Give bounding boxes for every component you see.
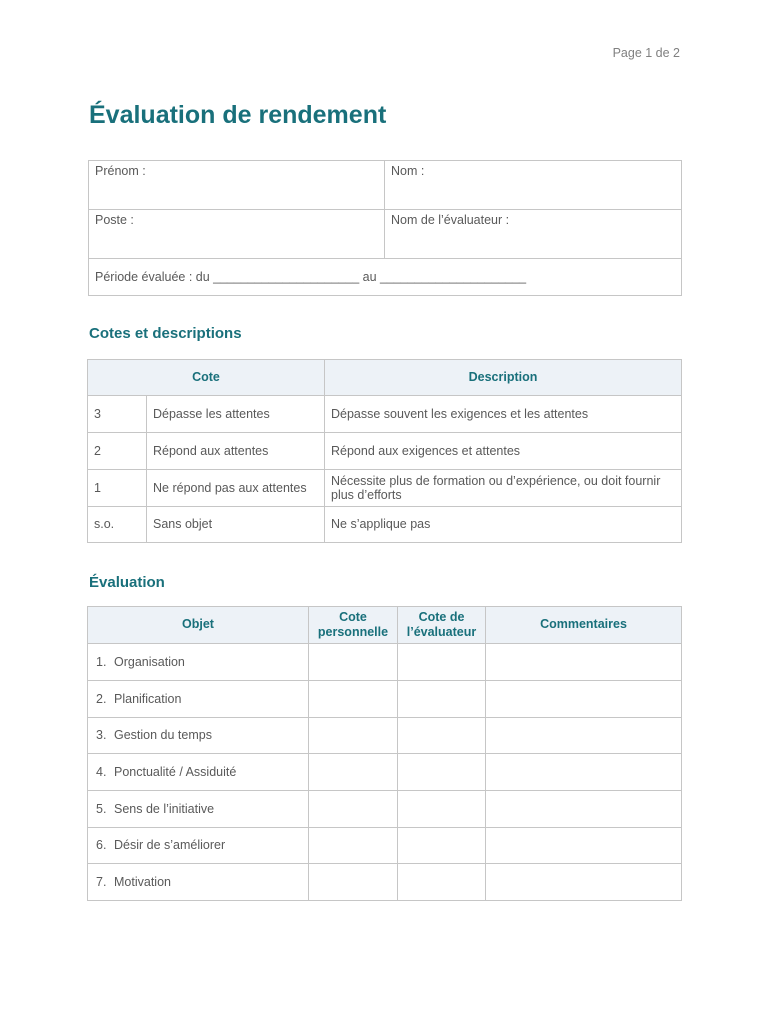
item-name: Organisation	[114, 654, 185, 669]
section-heading-evaluation: Évaluation	[89, 574, 165, 591]
evaluation-header-comments: Commentaires	[486, 607, 682, 644]
evaluator-rating-cell	[398, 681, 486, 718]
table-row	[88, 470, 682, 507]
item-name: Désir de s’améliorer	[114, 838, 226, 853]
period-to-label: au	[362, 269, 377, 284]
self-rating-cell	[309, 864, 398, 901]
table-row	[88, 791, 682, 828]
item-number: 6.	[96, 838, 107, 853]
evaluator-name-label: Nom de l’évaluateur :	[391, 213, 510, 227]
item-number: 7.	[96, 874, 107, 889]
last-name-label: Nom :	[391, 164, 425, 178]
comments-cell	[486, 681, 682, 718]
item-number: 5.	[96, 801, 107, 816]
comments-cell	[486, 864, 682, 901]
ratings-header-description: Description	[325, 360, 682, 396]
rating-description: Nécessite plus de formation ou d’expérience, ou doit fournir plus d’efforts	[325, 470, 682, 507]
rating-description: Ne s’applique pas	[325, 507, 682, 543]
period-end-blank: _____________________	[380, 269, 527, 284]
evaluation-header-evaluator-rating: Cote de l’évaluateur	[398, 607, 486, 644]
evaluation-header-self-rating: Cote personnelle	[309, 607, 398, 644]
rating-description: Dépasse souvent les exigences et les attentes	[325, 396, 682, 433]
self-rating-cell	[309, 791, 398, 828]
table-row	[88, 433, 682, 470]
item-number: 1.	[96, 654, 107, 669]
evaluator-rating-cell	[398, 828, 486, 864]
rating-label: Ne répond pas aux attentes	[147, 470, 325, 507]
evaluation-item	[88, 864, 309, 901]
table-row	[88, 681, 682, 718]
evaluator-rating-cell	[398, 864, 486, 901]
evaluator-rating-cell	[398, 754, 486, 791]
page-indicator: Page 1 de 2	[612, 46, 680, 60]
table-header-row	[88, 607, 682, 644]
item-number: 2.	[96, 691, 107, 706]
first-name-field	[89, 161, 385, 210]
rating-code: s.o.	[88, 507, 147, 543]
evaluation-item	[88, 828, 309, 864]
evaluator-rating-cell	[398, 644, 486, 681]
comments-cell	[486, 828, 682, 864]
evaluation-item	[88, 644, 309, 681]
comments-cell	[486, 644, 682, 681]
evaluation-item	[88, 718, 309, 754]
evaluator-rating-cell	[398, 718, 486, 754]
comments-cell	[486, 718, 682, 754]
position-label: Poste :	[95, 213, 134, 227]
item-name: Gestion du temps	[114, 728, 212, 743]
table-row	[88, 644, 682, 681]
table-row	[88, 507, 682, 543]
rating-code: 1	[88, 470, 147, 507]
item-name: Motivation	[114, 874, 171, 889]
item-name: Ponctualité / Assiduité	[114, 764, 237, 779]
item-number: 3.	[96, 728, 107, 743]
table-row	[88, 754, 682, 791]
rating-description: Répond aux exigences et attentes	[325, 433, 682, 470]
info-row	[89, 259, 682, 296]
comments-cell	[486, 754, 682, 791]
item-name: Planification	[114, 691, 182, 706]
rating-label: Répond aux attentes	[147, 433, 325, 470]
rating-code: 2	[88, 433, 147, 470]
evaluator-rating-cell	[398, 791, 486, 828]
table-row	[88, 718, 682, 754]
table-header-row	[88, 360, 682, 396]
info-row	[89, 161, 682, 210]
item-number: 4.	[96, 764, 107, 779]
evaluation-header-item: Objet	[88, 607, 309, 644]
evaluation-item	[88, 681, 309, 718]
rating-code: 3	[88, 396, 147, 433]
info-row	[89, 210, 682, 259]
period-start-blank: _____________________	[213, 269, 360, 284]
comments-cell	[486, 791, 682, 828]
evaluation-item	[88, 791, 309, 828]
self-rating-cell	[309, 828, 398, 864]
self-rating-cell	[309, 681, 398, 718]
self-rating-cell	[309, 754, 398, 791]
ratings-table	[87, 359, 682, 543]
evaluator-name-field	[385, 210, 682, 259]
last-name-field	[385, 161, 682, 210]
item-name: Sens de l’initiative	[114, 801, 215, 816]
table-row	[88, 396, 682, 433]
evaluation-item	[88, 754, 309, 791]
first-name-label: Prénom :	[95, 164, 146, 178]
self-rating-cell	[309, 644, 398, 681]
self-rating-cell	[309, 718, 398, 754]
rating-label: Sans objet	[147, 507, 325, 543]
evaluation-table	[87, 606, 682, 901]
ratings-header-rating: Cote	[88, 360, 325, 396]
employee-info-table	[88, 160, 682, 296]
position-field	[89, 210, 385, 259]
evaluation-period-label: Période évaluée : du	[95, 269, 210, 284]
page-title: Évaluation de rendement	[89, 101, 387, 129]
rating-label: Dépasse les attentes	[147, 396, 325, 433]
table-row	[88, 828, 682, 864]
evaluation-period-field	[89, 259, 682, 296]
table-row	[88, 864, 682, 901]
section-heading-ratings: Cotes et descriptions	[89, 325, 242, 342]
